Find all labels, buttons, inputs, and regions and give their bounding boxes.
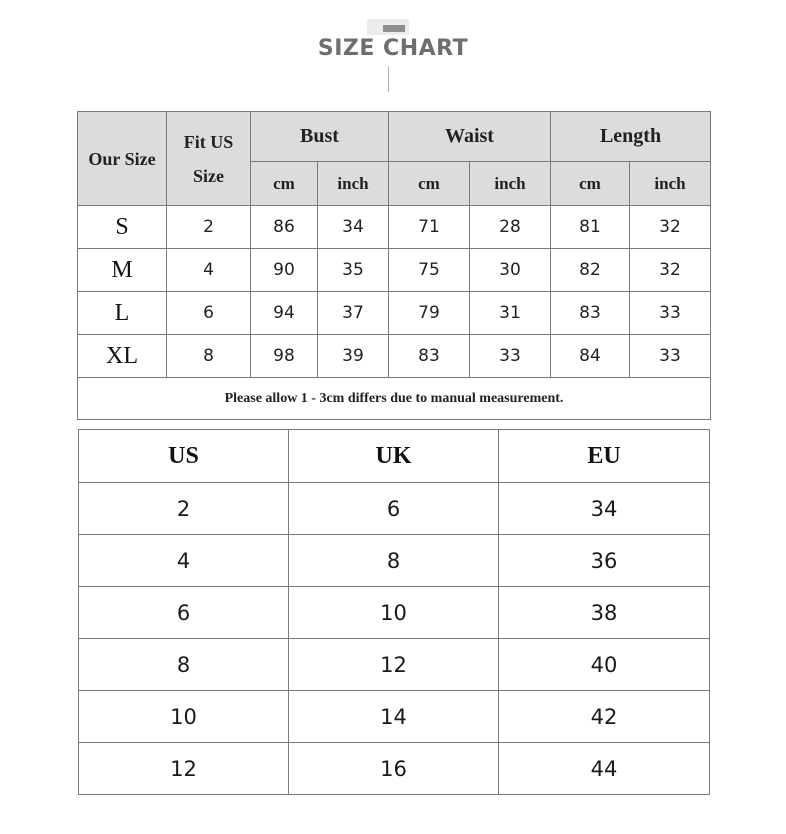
table-cell: 75 [389, 249, 470, 292]
table-cell: 42 [499, 691, 710, 743]
table-cell: 6 [289, 483, 499, 535]
table-cell: 28 [470, 206, 551, 249]
table-row [79, 691, 710, 743]
table-cell: 32 [630, 206, 711, 249]
table-cell: 2 [79, 483, 289, 535]
size-measurement-table [77, 111, 711, 420]
table-cell: 12 [289, 639, 499, 691]
page-title: SIZE CHART [317, 36, 469, 61]
table-cell: 14 [289, 691, 499, 743]
table-row [78, 292, 711, 335]
header-uk: UK [289, 430, 499, 483]
table-cell: 4 [167, 249, 251, 292]
table-row [79, 535, 710, 587]
table-cell: 8 [167, 335, 251, 378]
header-us: US [79, 430, 289, 483]
table-cell: 6 [167, 292, 251, 335]
header-divider [388, 66, 389, 92]
table-cell: 12 [79, 743, 289, 795]
table-cell: 83 [389, 335, 470, 378]
unit-header: cm [389, 162, 470, 206]
table-cell: 8 [79, 639, 289, 691]
table-row [78, 335, 711, 378]
table-cell: 6 [79, 587, 289, 639]
table-cell: 40 [499, 639, 710, 691]
table-row [78, 249, 711, 292]
table-cell: 79 [389, 292, 470, 335]
table-cell: XL [78, 335, 167, 378]
table-row [79, 743, 710, 795]
header-our-size: Our Size [78, 112, 167, 206]
table-cell: 82 [551, 249, 630, 292]
table-cell: 16 [289, 743, 499, 795]
table-cell: 83 [551, 292, 630, 335]
table-cell: 33 [630, 335, 711, 378]
table-cell: 33 [630, 292, 711, 335]
table-cell: 94 [251, 292, 318, 335]
table-cell: 81 [551, 206, 630, 249]
table-cell: 10 [289, 587, 499, 639]
unit-header: cm [251, 162, 318, 206]
table-cell: S [78, 206, 167, 249]
tab-bar-decoration [383, 25, 405, 32]
table-cell: 2 [167, 206, 251, 249]
unit-header: inch [470, 162, 551, 206]
unit-header: inch [318, 162, 389, 206]
table-cell: 10 [79, 691, 289, 743]
table-cell: 38 [499, 587, 710, 639]
table-cell: 84 [551, 335, 630, 378]
table-cell: 31 [470, 292, 551, 335]
table-cell: 36 [499, 535, 710, 587]
header-fit-us-line2: Size [193, 165, 224, 186]
table-cell: 35 [318, 249, 389, 292]
table-row [79, 587, 710, 639]
header-waist: Waist [389, 112, 551, 162]
table-cell: 39 [318, 335, 389, 378]
table-cell: 33 [470, 335, 551, 378]
table-cell: 71 [389, 206, 470, 249]
table-cell: 98 [251, 335, 318, 378]
size-chart-header [0, 0, 786, 100]
unit-header: cm [551, 162, 630, 206]
header-eu: EU [499, 430, 710, 483]
header-fit-us-line1: Fit US [183, 131, 234, 152]
header-bust: Bust [251, 112, 389, 162]
table-cell: 86 [251, 206, 318, 249]
table-row [79, 483, 710, 535]
table-cell: 34 [318, 206, 389, 249]
table-cell: L [78, 292, 167, 335]
table-row [78, 206, 711, 249]
unit-header: inch [630, 162, 711, 206]
table-cell: 34 [499, 483, 710, 535]
header-length: Length [551, 112, 711, 162]
table-cell: 90 [251, 249, 318, 292]
table-cell: 32 [630, 249, 711, 292]
table-cell: 8 [289, 535, 499, 587]
size-conversion-table [78, 429, 710, 795]
table-row [79, 639, 710, 691]
table-cell: 44 [499, 743, 710, 795]
header-tab-decoration [367, 19, 409, 35]
table-cell: 30 [470, 249, 551, 292]
header-fit-us-size [167, 112, 251, 206]
measurement-note: Please allow 1 - 3cm differs due to manual measurement. [78, 378, 711, 420]
table-cell: 37 [318, 292, 389, 335]
table-cell: 4 [79, 535, 289, 587]
table-cell: M [78, 249, 167, 292]
